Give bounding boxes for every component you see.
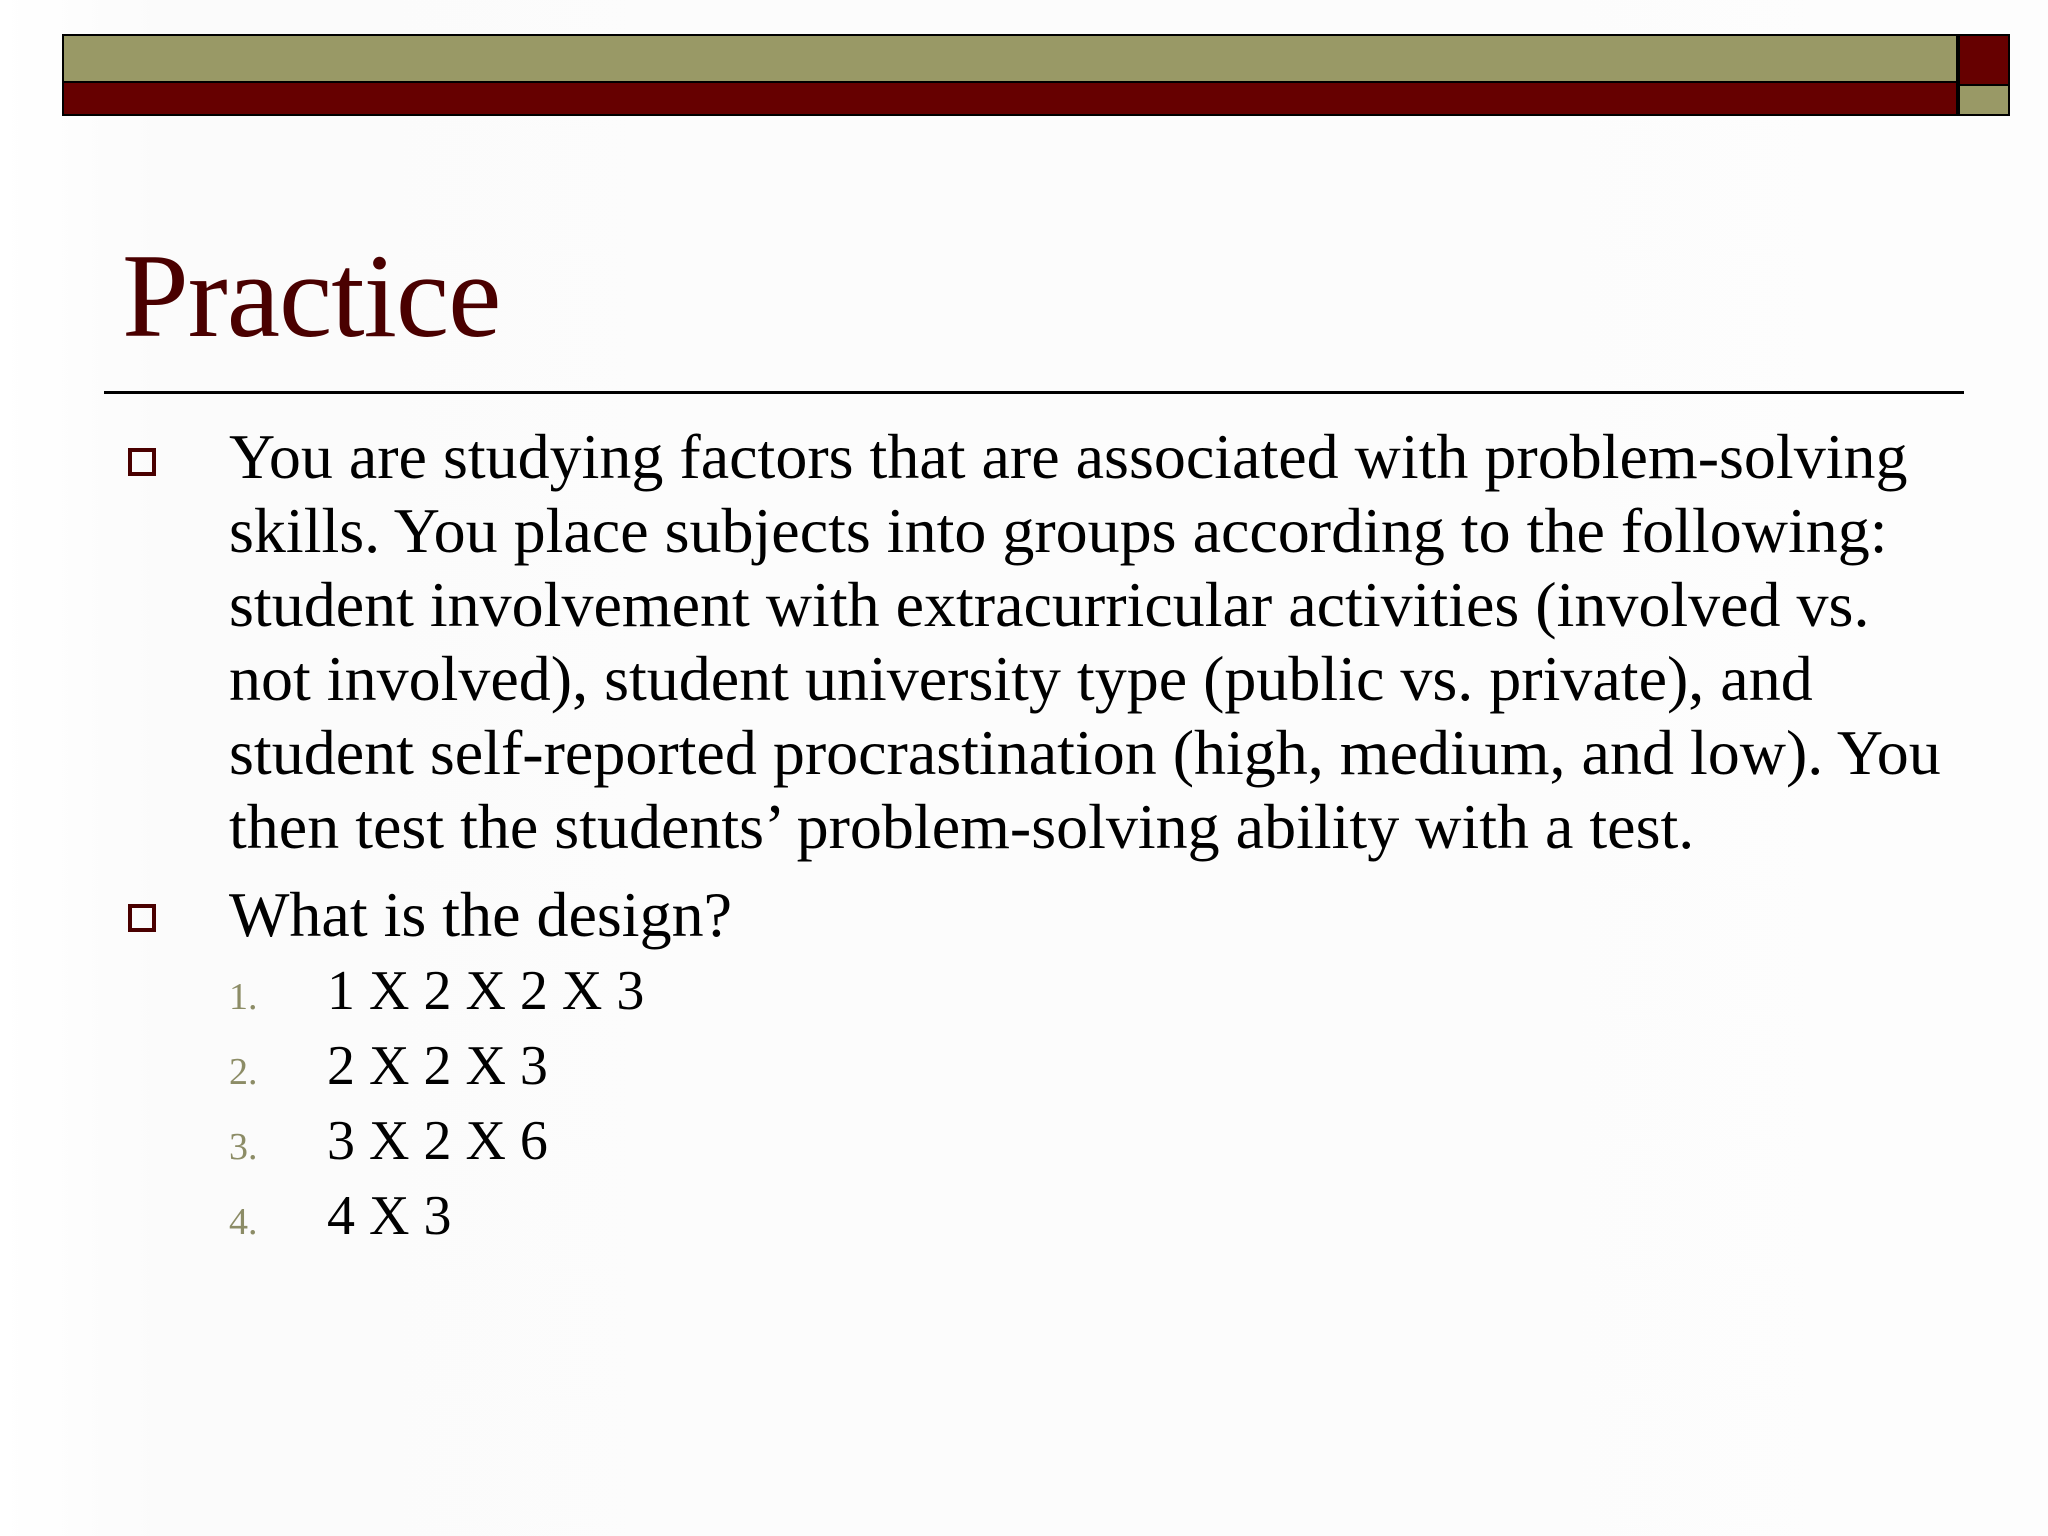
header-maroon-bar (62, 83, 1958, 116)
square-bullet-icon (128, 448, 156, 476)
title-divider (104, 391, 1964, 394)
answer-option (229, 1029, 1949, 1104)
bullet-item (0, 878, 1949, 1254)
option-number: 3. (229, 1126, 258, 1168)
option-number: 2. (229, 1051, 258, 1093)
bullet-text: What is the design? (229, 879, 732, 950)
answer-option (229, 1104, 1949, 1179)
option-text: 4 X 3 (327, 1185, 452, 1247)
option-number: 4. (229, 1201, 258, 1243)
bullet-text: You are studying factors that are associated with problem-solving skills. You place subjects into groups according to the following: student involvement with extracurricular activities (involved vs. not involved), student university type (public vs. private), and student self-reported procrastination (high, medium, and low). You then test the students’ problem-solving ability with a test. (229, 421, 1941, 862)
header-olive-square (1958, 86, 2010, 116)
bullet-item (0, 420, 1949, 864)
option-number: 1. (229, 976, 258, 1018)
answer-options (229, 954, 1949, 1254)
option-text: 1 X 2 X 2 X 3 (327, 960, 645, 1022)
answer-option (229, 954, 1949, 1029)
header-maroon-square (1958, 34, 2010, 86)
header-olive-bar (62, 34, 1958, 83)
answer-option (229, 1179, 1949, 1254)
slide-title: Practice (122, 229, 501, 362)
square-bullet-icon (128, 904, 156, 932)
bullet-list (0, 420, 2048, 1254)
option-text: 2 X 2 X 3 (327, 1035, 548, 1097)
option-text: 3 X 2 X 6 (327, 1110, 548, 1172)
